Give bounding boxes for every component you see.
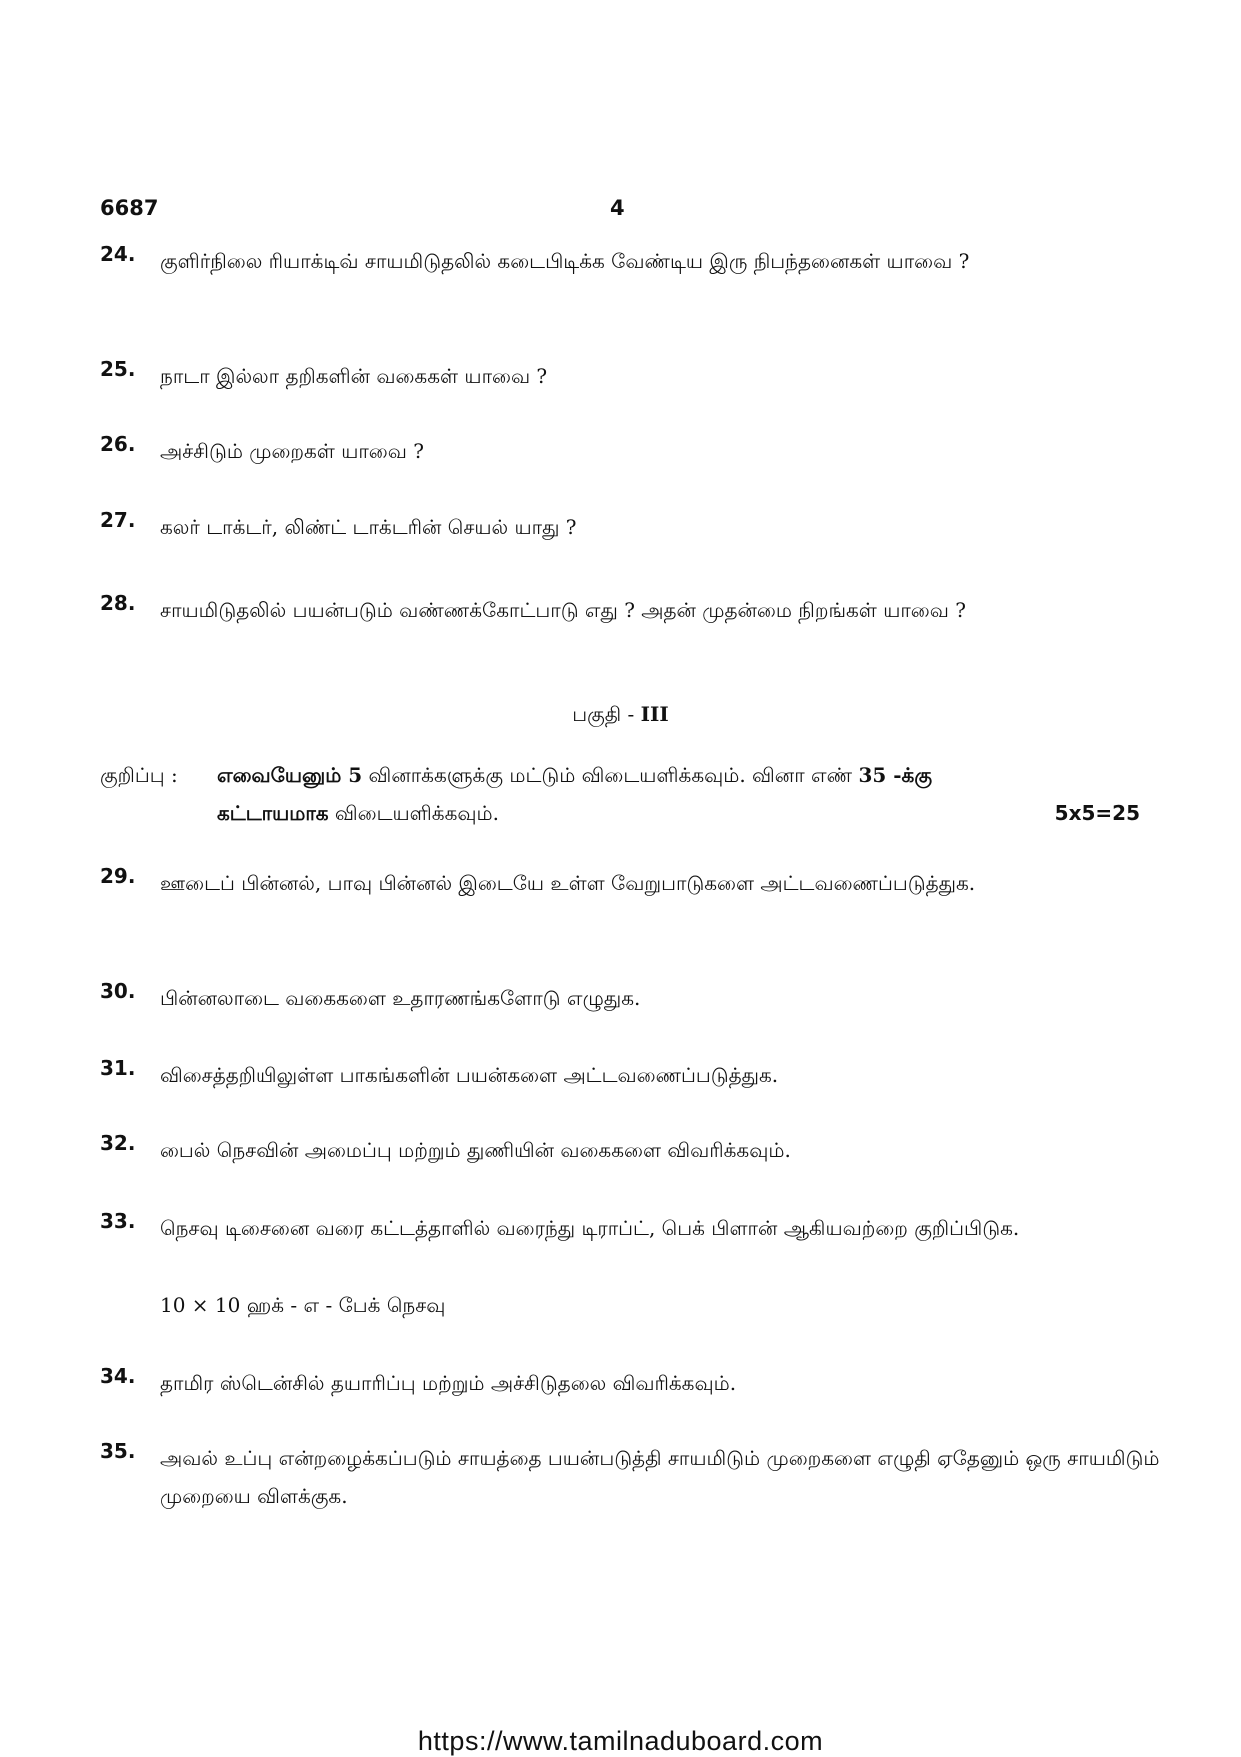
note-text2: விடையளிக்கவும். xyxy=(328,801,499,825)
note-bold-any5: எவையேனும் 5 xyxy=(217,763,363,787)
question-text: அவல் உப்பு என்றழைக்கப்படும் சாயத்தை பயன்படுத்தி சாயமிடும் முறைகளை எழுதி ஏதேனும் ஒரு சாயமிடும் முறையை விளக்குக. xyxy=(160,1446,1160,1508)
section-label: பகுதி - xyxy=(572,702,641,726)
marks-allocation: 5x5=25 xyxy=(1054,801,1140,825)
question-number: 34. xyxy=(100,1364,136,1388)
question-text: அச்சிடும் முறைகள் யாவை ? xyxy=(160,439,424,463)
section-roman: III xyxy=(640,702,669,726)
question-text: நாடா இல்லா தறிகளின் வகைகள் யாவை ? xyxy=(160,364,548,388)
question-number: 32. xyxy=(100,1131,136,1155)
note-label: குறிப்பு : xyxy=(100,763,178,787)
question-number: 27. xyxy=(100,508,136,532)
note-bold-compulsory: கட்டாயமாக xyxy=(217,801,329,825)
question-number: 26. xyxy=(100,432,136,456)
question-number: 28. xyxy=(100,591,136,615)
question-text: தாமிர ஸ்டென்சில் தயாரிப்பு மற்றும் அச்சிடுதலை விவரிக்கவும். xyxy=(160,1371,737,1395)
question-text: கலர் டாக்டர், லிண்ட் டாக்டரின் செயல் யாது ? xyxy=(160,515,577,539)
question-text: ஊடைப் பின்னல், பாவு பின்னல் இடையே உள்ள வேறுபாடுகளை அட்டவணைப்படுத்துக. xyxy=(160,871,976,895)
question-number: 24. xyxy=(100,242,136,266)
question-text: பைல் நெசவின் அமைப்பு மற்றும் துணியின் வகைகளை விவரிக்கவும். xyxy=(160,1138,791,1162)
question-number: 30. xyxy=(100,979,136,1003)
question-text: குளிர்நிலை ரியாக்டிவ் சாயமிடுதலில் கடைபிடிக்க வேண்டிய இரு நிபந்தனைகள் யாவை ? xyxy=(160,249,970,273)
note-bold-q35: 35 -க்கு xyxy=(858,763,932,787)
page-header xyxy=(100,196,1140,226)
note-text1: வினாக்களுக்கு மட்டும் விடையளிக்கவும். வினா எண் xyxy=(362,763,859,787)
question-number: 35. xyxy=(100,1439,136,1463)
question-text: சாயமிடுதலில் பயன்படும் வண்ணக்கோட்பாடு எது ? அதன் முதன்மை நிறங்கள் யாவை ? xyxy=(160,598,966,622)
section-title xyxy=(0,702,1241,729)
question-text: பின்னலாடை வகைகளை உதாரணங்களோடு எழுதுக. xyxy=(160,986,641,1010)
question-number: 29. xyxy=(100,864,136,888)
question-number: 25. xyxy=(100,357,136,381)
paper-code: 6687 xyxy=(100,196,159,220)
question-sub-text: 10 × 10 ஹக் - எ - பேக் நெசவு xyxy=(160,1293,446,1317)
footer-url: https://www.tamilnaduboard.com xyxy=(417,1726,824,1756)
question-number: 31. xyxy=(100,1056,136,1080)
question-text: நெசவு டிசைனை வரை கட்டத்தாளில் வரைந்து டிராப்ட், பெக் பிளான் ஆகியவற்றை குறிப்பிடுக. xyxy=(160,1216,1020,1240)
note-body xyxy=(217,756,1117,832)
question-number: 33. xyxy=(100,1209,136,1233)
page-number: 4 xyxy=(610,196,625,220)
question-text: விசைத்தறியிலுள்ள பாகங்களின் பயன்களை அட்டவணைப்படுத்துக. xyxy=(160,1063,779,1087)
